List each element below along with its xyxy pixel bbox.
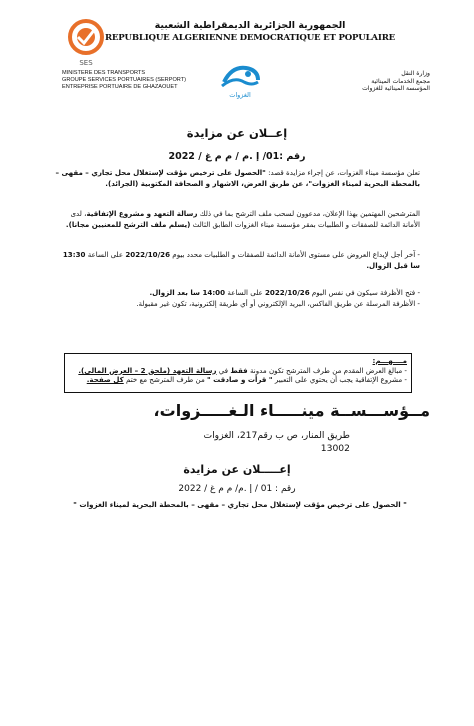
text-run: في: [216, 365, 231, 375]
ses-logo: [63, 17, 109, 69]
text-run: على الساعة: [85, 250, 126, 259]
ministry-line: GROUPE SERVICES PORTUAIRES (SERPORT): [62, 77, 187, 84]
ses-logo-text: SES: [79, 59, 93, 67]
notice-line-2: [69, 375, 407, 385]
text-run-bold: رسالة التعهد و مشروع الإتفاقية: [86, 209, 198, 218]
opening-date: 2022/10/26: [264, 288, 310, 297]
paragraph-intro: [55, 168, 420, 189]
ministry-line: ENTREPRISE PORTUAIRE DE GHAZAOUET: [62, 84, 178, 91]
paragraph-candidates: [55, 209, 420, 230]
header-french-republic: REPUBLIQUE ALGERIENNE DEMOCRATIQUE ET POPULAIRE: [104, 33, 396, 43]
second-object: " الحصول على ترخيص مؤقت لإستغلال محل تجاري – مقهى – بالمحطة البحرية لميناء الغزوات ": [73, 500, 407, 509]
text-run: تعلن مؤسسة ميناء الغزوات، عن إجراء مزايدة قصد:: [265, 168, 420, 177]
notice-box: [64, 353, 412, 393]
text-run-bold: (يسلم ملف الترشح للمعنيين مجانا).: [65, 219, 191, 229]
text-run-bold: كل صفحة.: [86, 375, 124, 385]
text-run: - فتح الأظرفة سيكون في نفس اليوم: [309, 288, 420, 297]
text-run: من طرف المترشح مع ختم: [123, 375, 207, 385]
paragraph-electronic: - الأظرفة المرسلة عن طريق الفاكس، البريد الإلكتروني أو أي طريقة إلكترونية، تكون غير مقبولة.: [136, 299, 420, 308]
notice-heading-text: مــــهـــم:: [372, 356, 407, 365]
ministry-line: MINISTERE DES TRANSPORTS: [62, 70, 146, 76]
notice-line-1: [69, 366, 407, 376]
text-run-bold: ، عن طريق العرض، الاشهار و الصحافة المكتوبية (الجرائد).: [105, 178, 309, 188]
second-title: إعـــــلان عن مزايدة: [183, 463, 291, 476]
text-run: - آخر أجل لإيداع العروض على مستوى الأمانة الدائمة للصفقات و الطلبيات محدد بيوم: [170, 250, 420, 259]
announcement-title: إعــلان عن مزايدة: [186, 126, 288, 140]
text-run: ، لدى الأمانة الدائمة للصفقات و الطلبيات بمقر مؤسسة ميناء الغزوات الطابق الثالث: [70, 209, 420, 229]
deadline-date: 2022/10/26: [125, 250, 171, 259]
text-run: على الساعة: [225, 288, 265, 297]
text-run: المترشحين المهتمين بهذا الإعلان، مدعوون لسحب ملف الترشح بما في ذلك: [197, 209, 420, 218]
port-logo: [218, 60, 262, 100]
deadline-time: 13:30 سا قبل الزوال.: [62, 250, 420, 270]
institution-address: [180, 430, 350, 455]
address-line: طريق المنار، ص ب رقم217، الغزوات 13002: [203, 430, 350, 454]
opening-time: 14:00 سا بعد الزوال.: [149, 288, 226, 297]
text-run-bold: فقط: [230, 365, 248, 375]
ministry-line-ar: مجمع الخدمات المينائية: [371, 77, 430, 85]
ministry-block-french: [62, 70, 242, 92]
paragraph-opening: [55, 288, 420, 299]
notice-heading: [69, 356, 407, 366]
text-run: - مبالغ العرض المقدم من طرف المترشح تكون مدونة: [247, 365, 407, 375]
institution-name: مــؤســـســة مينـــــاء الـغـــــزوات،: [153, 401, 430, 420]
header-arabic-republic: الجمهورية الجزائرية الديمقراطية الشعبية: [154, 20, 346, 31]
text-run-bold: رسالة التعهد (ملحق 2 – العرض المالي).: [78, 365, 217, 375]
second-reference: رقم : 01 / إ .م/ م م غ / 2022: [178, 484, 296, 494]
text-run-bold: " قرأت و صادقت ": [207, 375, 273, 385]
ministry-line-ar: المؤسسة المينائية للغزوات: [362, 85, 430, 93]
ministry-line-ar: وزارة النقل: [401, 70, 430, 77]
text-run-bold: "الحصول على ترخيص مؤقت لإستغلال محل تجاري – مقهى – بالمحطة البحرية لميناء الغزوات": [55, 168, 420, 188]
port-logo-text: الغزوات: [229, 91, 251, 99]
text-run: - مشروع الإتفاقية يجب أن يحتوي على التعبير: [272, 375, 407, 385]
announcement-reference: رقم :01/ إ .م / م م غ / 2022: [168, 151, 306, 162]
ministry-block-arabic: [330, 70, 430, 93]
paragraph-deadline: [55, 250, 420, 271]
